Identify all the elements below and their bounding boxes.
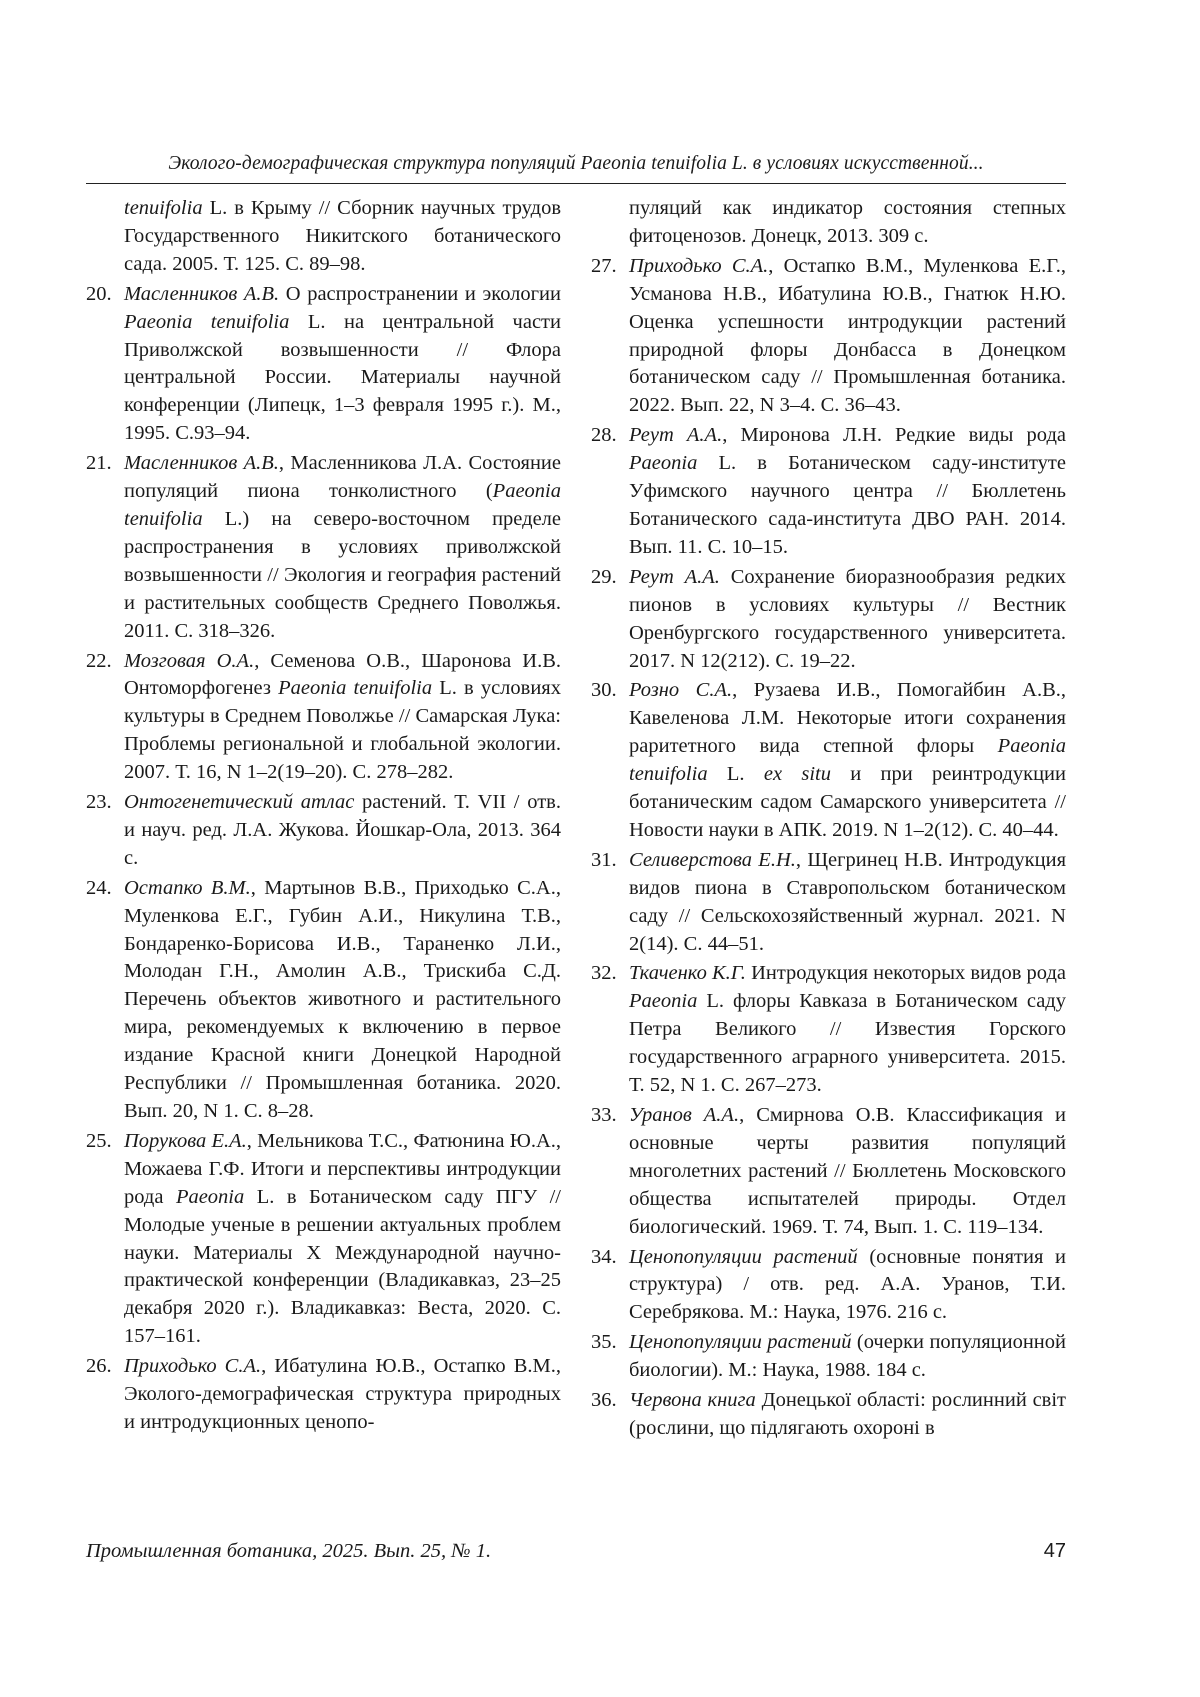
reference-plain-text: L. в условиях культуры в Среднем Поволжье // Самарская Лука: Проблемы региональной и глобальной экологии. 2007. Т. 16, N 1–2(19–20). С. 278–282. bbox=[124, 677, 561, 784]
reference-plain-text: L.) на северо-восточном пределе распространения в условиях приволжской возвышенности // Экология и география растений и растительных сообществ Среднего Поволжья. 2011. С. 318–326. bbox=[124, 507, 561, 642]
reference-number: 30. bbox=[591, 679, 617, 702]
footer-journal-citation: Промышленная ботаника, 2025. Вып. 25, № 1. bbox=[86, 1540, 492, 1562]
reference-text bbox=[629, 253, 1066, 420]
reference-number: 25. bbox=[86, 1129, 112, 1152]
reference-text bbox=[629, 422, 1066, 562]
reference-italic-text: Paeonia bbox=[175, 1185, 245, 1208]
reference-italic-text: Paeonia bbox=[629, 452, 698, 475]
reference-text bbox=[629, 195, 1066, 251]
reference-number: 21. bbox=[86, 452, 112, 475]
reference-italic-text: Paeonia tenuifolia bbox=[278, 677, 433, 700]
reference-plain-text: L. bbox=[707, 763, 764, 786]
reference-italic-text: Червона книга bbox=[629, 1389, 756, 1412]
reference-italic-text: Розно С.А. bbox=[629, 679, 733, 702]
reference-item bbox=[86, 281, 561, 448]
header-rule bbox=[86, 183, 1066, 184]
reference-text bbox=[629, 1244, 1066, 1328]
reference-item bbox=[591, 422, 1066, 562]
reference-item bbox=[591, 1102, 1066, 1242]
reference-text bbox=[124, 450, 561, 645]
reference-italic-text: Paeonia tenuifolia bbox=[629, 735, 1066, 786]
reference-item bbox=[591, 1387, 1066, 1443]
reference-number: 20. bbox=[86, 282, 112, 305]
reference-text bbox=[124, 875, 561, 1126]
reference-text bbox=[629, 677, 1066, 844]
reference-text bbox=[629, 960, 1066, 1100]
reference-plain-text: , Мельникова Т.С., Фатюнина Ю.А., Можаева Г.Ф. Итоги и перспективы интродукции рода bbox=[124, 1129, 561, 1208]
reference-italic-text: Масленников А.В. bbox=[124, 282, 280, 305]
reference-plain-text: пуляций как индикатор состояния степных фитоценозов. Донецк, 2013. 309 с. bbox=[629, 197, 1066, 247]
reference-plain-text: растений. Т. VII / отв. и науч. ред. Л.А. Жукова. Йошкар-Ола, 2013. 364 с. bbox=[124, 791, 561, 869]
reference-italic-text: Реут А.А. bbox=[629, 565, 720, 588]
reference-text bbox=[124, 1353, 561, 1437]
reference-italic-text: Остапко В.М. bbox=[124, 876, 251, 899]
reference-italic-text: Селиверстова Е.Н. bbox=[629, 848, 796, 871]
reference-plain-text: и при реинтродукции ботаническим садом Самарского университета // Новости науки в АПК. 2019. N 1–2(12). С. 40–44. bbox=[629, 763, 1066, 841]
reference-italic-text: Порукова Е.А. bbox=[124, 1129, 247, 1152]
reference-plain-text: , Ибатулина Ю.В., Остапко В.М., Эколого-демографическая структура природных и интродукционных ценопо- bbox=[124, 1355, 561, 1433]
reference-plain-text: , Смирнова О.В. Классификация и основные черты развития популяций многолетних растений // Бюллетень Московского общества испытателей природы. Отдел биологический. 1969. Т. 74, Вып. 1. С. 119–134. bbox=[629, 1104, 1066, 1238]
reference-italic-text: Paeonia tenuifolia bbox=[124, 310, 290, 333]
reference-item bbox=[591, 564, 1066, 676]
reference-number: 24. bbox=[86, 876, 112, 899]
reference-plain-text: Сохранение биоразнообразия редких пионов в условиях культуры // Вестник Оренбургского государственного университета. 2017. N 12(212). С. 19–22. bbox=[629, 565, 1067, 672]
reference-plain-text: L. в Ботаническом саду-институте Уфимского научного центра // Бюллетень Ботанического сада-института ДВО РАН. 2014. Вып. 11. С. 10–15. bbox=[629, 452, 1066, 558]
reference-item bbox=[86, 195, 561, 279]
reference-italic-text: ex situ bbox=[763, 763, 831, 786]
reference-italic-text: tenuifolia bbox=[124, 197, 203, 219]
reference-item bbox=[591, 677, 1066, 844]
reference-italic-text: Мозговая О.А. bbox=[124, 649, 255, 672]
reference-item bbox=[86, 1128, 561, 1351]
reference-plain-text: , Семенова О.В., Шаронова И.В. Онтоморфогенез bbox=[124, 649, 561, 700]
reference-italic-text: Paeonia tenuifolia bbox=[124, 480, 561, 530]
reference-number: 35. bbox=[591, 1331, 617, 1354]
reference-text bbox=[629, 564, 1066, 676]
reference-italic-text: Paeonia bbox=[629, 990, 698, 1013]
reference-plain-text: , Миронова Л.Н. Редкие виды рода bbox=[722, 424, 1066, 447]
reference-item bbox=[86, 875, 561, 1126]
reference-plain-text: L. в Ботаническом саду ПГУ // Молодые ученые в решении актуальных проблем науки. Материалы X Международной научно-практической конференции (Владикавказ, 23–25 декабря 2020 г.). Владикавказ: Веста, 2020. С. 157–161. bbox=[124, 1185, 561, 1348]
reference-item bbox=[86, 789, 561, 873]
reference-plain-text: (основные понятия и структура) / отв. ред. А.А. Уранов, Т.И. Серебрякова. М.: Наука, 1976. 216 с. bbox=[629, 1245, 1066, 1324]
running-head: Эколого-демографическая структура популяций Paeonia tenuifolia L. в условиях искусственной... bbox=[168, 153, 984, 174]
reference-italic-text: Ткаченко К.Г. bbox=[629, 962, 746, 985]
reference-text bbox=[124, 195, 561, 279]
reference-plain-text: Донецької області: рослинний світ (рослини, що підлягають охороні в bbox=[629, 1389, 1066, 1439]
reference-plain-text: , Щегринец Н.В. Интродукция видов пиона в Ставропольском ботаническом саду // Сельскохозяйственный журнал. 2021. N 2(14). С. 44–51. bbox=[629, 848, 1066, 955]
reference-plain-text: , Остапко В.М., Муленкова Е.Г., Усманова Н.В., Ибатулина Ю.В., Гнатюк Н.Ю. Оценка успешности интродукции растений природной флоры Донбасса в Донецком ботаническом саду // Промышленная ботаника. 2022. Вып. 22, N 3–4. С. 36–43. bbox=[629, 254, 1067, 417]
reference-number: 31. bbox=[591, 848, 617, 871]
reference-item bbox=[86, 450, 561, 645]
reference-italic-text: Масленников А.В. bbox=[124, 452, 279, 475]
reference-number: 23. bbox=[86, 791, 112, 814]
reference-text bbox=[124, 1128, 561, 1351]
right-column bbox=[591, 195, 1066, 1445]
reference-italic-text: Ценопопуляции растений bbox=[629, 1245, 858, 1268]
reference-italic-text: Ценопопуляции растений bbox=[629, 1331, 852, 1354]
reference-plain-text: , Мартынов В.В., Приходько С.А., Муленкова Е.Г., Губин А.И., Никулина Т.В., Бондаренко-Борисова И.В., Тараненко Л.И., Молодан Г.Н., Амолин А.В., Трискиба С.Д. Перечень объектов животного и растительного мира, рекомендуемых к включению в первое издание Красной книги Донецкой Народной Республики // Промышленная ботаника. 2020. Вып. 20, N 1. С. 8–28. bbox=[124, 876, 561, 1122]
reference-number: 33. bbox=[591, 1104, 617, 1126]
reference-text bbox=[629, 1387, 1066, 1443]
reference-text bbox=[124, 789, 561, 873]
reference-item bbox=[591, 253, 1066, 420]
reference-item bbox=[591, 1329, 1066, 1385]
reference-italic-text: Реут А.А. bbox=[629, 424, 723, 447]
reference-item bbox=[591, 1244, 1066, 1328]
reference-number: 29. bbox=[591, 565, 617, 588]
reference-text bbox=[124, 648, 561, 788]
reference-text bbox=[629, 1329, 1066, 1385]
reference-plain-text: , Рузаева И.В., Помогайбин А.В., Кавеленова Л.М. Некоторые итоги сохранения раритетного вида степной флоры bbox=[629, 679, 1066, 758]
reference-plain-text: Интродукция некоторых видов рода bbox=[745, 962, 1066, 985]
reference-number: 28. bbox=[591, 424, 617, 447]
reference-text bbox=[124, 281, 561, 448]
reference-number: 26. bbox=[86, 1355, 112, 1378]
reference-item bbox=[86, 648, 561, 788]
reference-italic-text: Уранов А.А. bbox=[629, 1104, 740, 1126]
reference-plain-text: L. флоры Кавказа в Ботаническом саду Петра Великого // Известия Горского государственного аграрного университета. 2015. Т. 52, N 1. С. 267–273. bbox=[629, 990, 1066, 1097]
reference-italic-text: Приходько С.А. bbox=[124, 1355, 262, 1378]
left-column bbox=[86, 195, 561, 1439]
reference-number: 34. bbox=[591, 1245, 617, 1268]
reference-item bbox=[591, 960, 1066, 1100]
reference-number: 22. bbox=[86, 649, 112, 672]
reference-plain-text: , Масленникова Л.А. Состояние популяций пиона тонколистного ( bbox=[124, 452, 561, 503]
reference-plain-text: L. на центральной части Приволжской возвышенности // Флора центральной России. Материалы научной конференции (Липецк, 1–3 февраля 1995 г.). М., 1995. С.93–94. bbox=[124, 310, 561, 445]
reference-italic-text: Приходько С.А. bbox=[629, 254, 769, 277]
reference-item bbox=[86, 1353, 561, 1437]
reference-number: 32. bbox=[591, 962, 617, 985]
reference-plain-text: L. в Крыму // Сборник научных трудов Государственного Никитского ботанического сада. 2005. Т. 125. С. 89–98. bbox=[124, 197, 561, 275]
reference-text bbox=[629, 1102, 1066, 1242]
reference-plain-text: О распространении и экологии bbox=[279, 282, 562, 305]
reference-text bbox=[629, 847, 1066, 959]
reference-italic-text: Онтогенетический атлас bbox=[124, 791, 355, 814]
reference-number: 36. bbox=[591, 1389, 617, 1412]
reference-item bbox=[591, 195, 1066, 251]
reference-item bbox=[591, 847, 1066, 959]
reference-plain-text: (очерки популяционной биологии). М.: Наука, 1988. 184 с. bbox=[629, 1331, 1066, 1382]
reference-number: 27. bbox=[591, 254, 617, 277]
page-number: 47 bbox=[1043, 1540, 1066, 1562]
